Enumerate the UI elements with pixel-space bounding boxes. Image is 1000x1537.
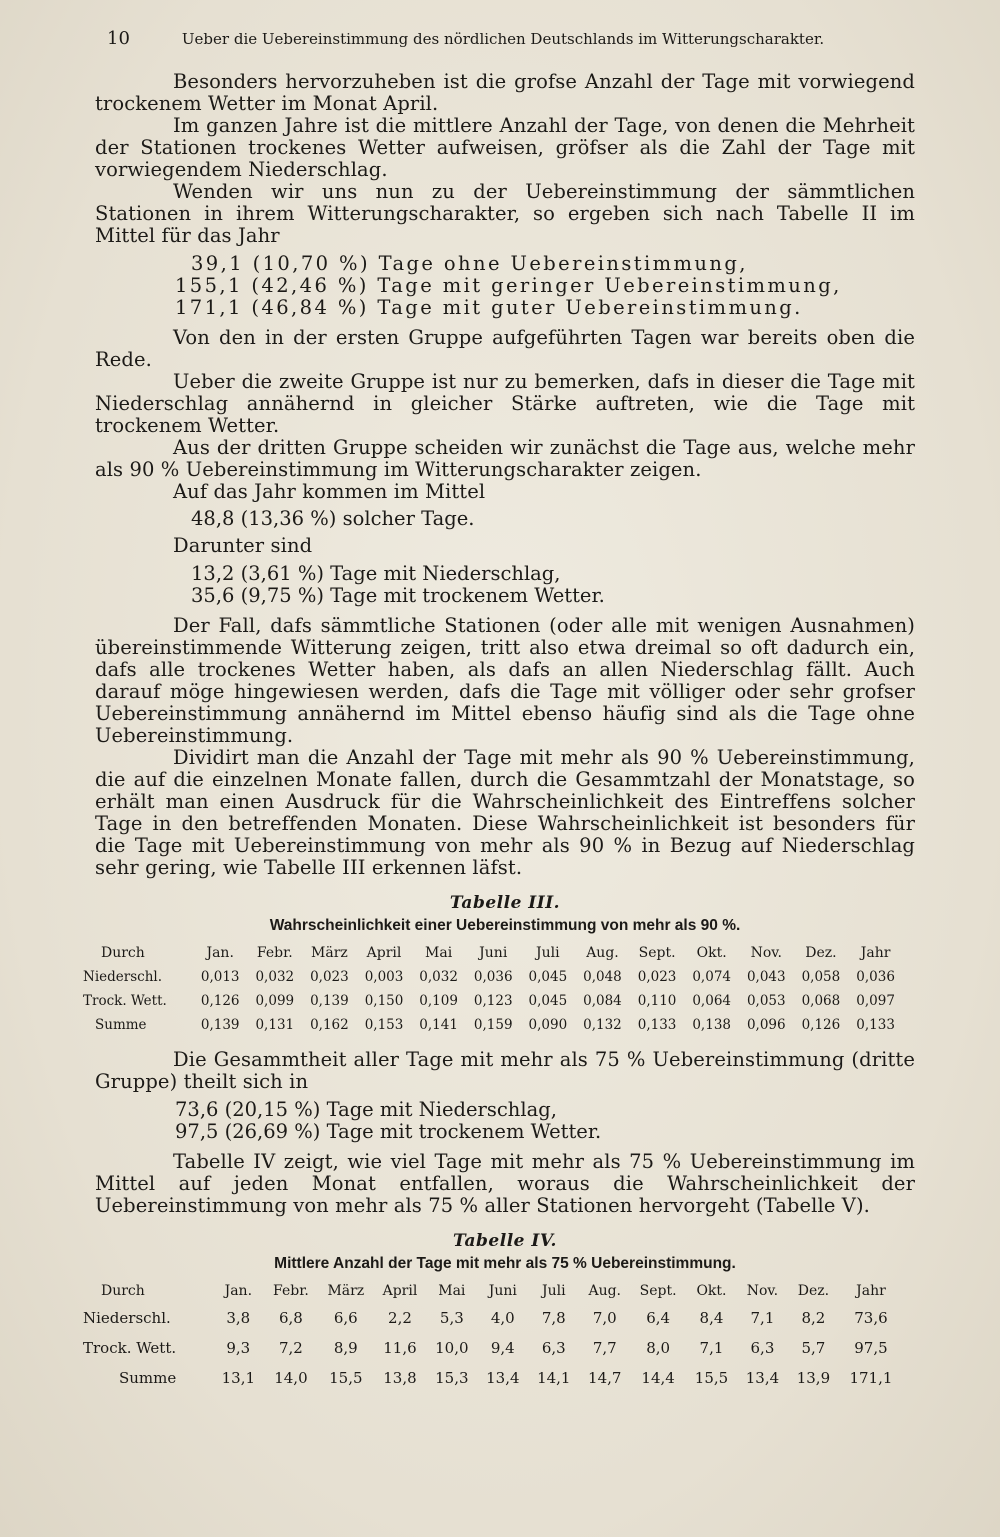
running-header (107, 28, 915, 49)
table-cell: 0,096 (746, 1017, 786, 1033)
list-item: 35,6 (9,75 %) Tage mit trockenem Wetter. (191, 584, 605, 607)
paragraph-5: Ueber die zweite Gruppe ist nur zu bemerken, dafs in dieser die Tage mit Niederschlag annähernd in gleicher Stärke auftreten, wie die Tage mit trockenem Wetter. (95, 370, 915, 437)
list-item: 171,1 (46,84 %) Tage mit guter Uebereinstimmung. (175, 296, 803, 319)
table-header-row (83, 1279, 903, 1303)
table-cell: 0,084 (583, 993, 622, 1009)
table-cell: 0,058 (801, 969, 841, 985)
column-header: Jahr (860, 945, 891, 961)
column-header: Mai (438, 1283, 466, 1299)
table-cell: 0,036 (856, 969, 895, 985)
table-cell: 0,048 (583, 969, 622, 985)
column-header: Juni (488, 1283, 517, 1299)
row-label: Trock. Wett. (83, 1339, 177, 1357)
table-row (83, 965, 903, 989)
paragraph-9: Der Fall, dafs sämmtliche Stationen (oder alle mit wenigen Ausnahmen) übereinstimmende Witterung zeigen, tritt also etwa dreimal so oft dadurch ein, dafs alle trockenes Wetter haben, als dafs an allen Niederschlag fällt. Auch darauf möge hingewiesen werden, dafs die Tage mit völliger oder sehr grofser Uebereinstimmung annähernd im Mittel ebenso häufig sind als die Tage ohne Uebereinstimmung. (95, 614, 915, 747)
table-3 (83, 941, 903, 1037)
table-cell: 0,110 (637, 993, 677, 1009)
column-header: Nov. (746, 1283, 779, 1299)
running-title: Ueber die Uebereinstimmung des nördlichen Deutschlands im Witterungscharakter. (181, 30, 825, 48)
table-cell: 0,053 (746, 993, 786, 1009)
table-cell: 6,3 (750, 1339, 775, 1357)
column-header: Jahr (856, 1283, 886, 1299)
list-item: 155,1 (42,46 %) Tage mit geringer Uebereinstimmung, (175, 274, 842, 297)
table-cell: 9,3 (226, 1339, 251, 1357)
row-label: Niederschl. (83, 969, 162, 985)
table-cell: 13,1 (221, 1369, 256, 1387)
table-cell: 0,013 (200, 969, 240, 985)
column-header: Aug. (588, 1283, 622, 1299)
paragraph-2: Im ganzen Jahre ist die mittlere Anzahl der Tage, von denen die Mehrheit der Stationen trockenes Wetter aufweisen, gröfser als die Zahl der Tage mit vorwiegendem Niederschlag. (95, 114, 915, 181)
paragraph-12: Tabelle IV zeigt, wie viel Tage mit mehr als 75 % Uebereinstimmung im Mittel auf jeden Monat entfallen, woraus die Wahrscheinlichkeit der Uebereinstimmung von mehr als 75 % aller Stationen hervorgeht (Tabelle V). (95, 1150, 915, 1217)
column-header: Dez. (797, 1283, 830, 1299)
table-cell: 7,1 (750, 1309, 775, 1327)
subset-list (95, 563, 915, 607)
table-cell: 6,6 (333, 1309, 358, 1327)
table-4 (83, 1279, 903, 1393)
table-cell: 9,4 (490, 1339, 515, 1357)
table-corner-label: Durch (101, 945, 145, 961)
table-cell: 0,132 (583, 1017, 622, 1033)
column-header: Sept. (639, 1283, 677, 1299)
list-item: 39,1 (10,70 %) Tage ohne Uebereinstimmung, (191, 252, 748, 275)
row-label: Niederschl. (83, 1309, 171, 1327)
paragraph-11: Die Gesammtheit aller Tage mit mehr als 75 % Uebereinstimmung (dritte Gruppe) theilt sich in (95, 1048, 915, 1093)
table-cell: 0,074 (692, 969, 731, 985)
table-cell: 13,8 (383, 1369, 417, 1387)
table-corner-label: Durch (101, 1283, 145, 1299)
column-header: Okt. (696, 945, 727, 961)
table-cell: 0,045 (528, 993, 568, 1009)
table-cell: 0,159 (473, 1017, 513, 1033)
table-row (83, 989, 903, 1013)
table-cell: 0,126 (801, 1017, 841, 1033)
paragraph-10: Dividirt man die Anzahl der Tage mit mehr als 90 % Uebereinstimmung, die auf die einzelnen Monate fallen, durch die Gesammtzahl der Monatstage, so erhält man einen Ausdruck für die Wahrscheinlichkeit des Eintreffens solcher Tage in den betreffenden Monaten. Diese Wahrscheinlichkeit ist besonders für die Tage mit Uebereinstimmung von mehr als 90 % in Bezug auf Niederschlag sehr gering, wie Tabelle III erkennen läfst. (95, 746, 915, 879)
table-3-subtitle: Wahrscheinlichkeit einer Uebereinstimmung von mehr als 90 %. (269, 917, 741, 934)
table-cell: 8,4 (699, 1309, 724, 1327)
table-cell: 14,0 (274, 1369, 308, 1387)
column-header: Jan. (224, 1283, 253, 1299)
table-cell: 0,131 (255, 1017, 295, 1033)
table-cell: 0,023 (310, 969, 349, 985)
table-cell: 7,7 (592, 1339, 617, 1357)
table-cell: 0,153 (364, 1017, 404, 1033)
column-header: Sept. (638, 945, 676, 961)
column-header: Jan. (206, 945, 234, 961)
table-cell: 0,068 (801, 993, 841, 1009)
table-cell: 2,2 (388, 1309, 412, 1327)
table-cell: 3,8 (226, 1309, 251, 1327)
table-cell: 10,0 (435, 1339, 469, 1357)
table-row (83, 1013, 903, 1037)
column-header: April (366, 945, 402, 961)
table-cell: 0,138 (692, 1017, 731, 1033)
table-cell: 0,150 (364, 993, 404, 1009)
page-number: 10 (107, 28, 130, 49)
table-cell: 0,162 (310, 1017, 349, 1033)
table-cell: 4,0 (490, 1309, 515, 1327)
table-cell: 6,3 (541, 1339, 566, 1357)
table-cell: 0,090 (528, 1017, 568, 1033)
list-item: 73,6 (20,15 %) Tage mit Niederschlag, (175, 1098, 557, 1121)
column-header: April (382, 1283, 418, 1299)
list-item: 13,2 (3,61 %) Tage mit Niederschlag, (191, 562, 561, 585)
table-cell: 7,1 (699, 1339, 724, 1357)
table-header-row (83, 941, 903, 965)
column-header: Juli (536, 945, 560, 961)
table-cell: 7,8 (541, 1309, 566, 1327)
table-cell: 0,133 (856, 1017, 895, 1033)
table-cell: 11,6 (383, 1339, 417, 1357)
table-cell: 15,3 (435, 1369, 469, 1387)
table-cell: 0,097 (856, 993, 895, 1009)
table-cell: 0,123 (473, 993, 513, 1009)
table-cell: 7,2 (278, 1339, 303, 1357)
table-cell: 0,133 (637, 1017, 677, 1033)
table-cell: 5,3 (439, 1309, 464, 1327)
table-cell: 0,023 (637, 969, 677, 985)
table-cell: 0,003 (364, 969, 404, 985)
table-cell: 0,032 (255, 969, 295, 985)
table-cell: 7,0 (592, 1309, 617, 1327)
row-label: Summe (119, 1369, 177, 1387)
table-cell: 13,4 (745, 1369, 780, 1387)
table-cell: 0,126 (200, 993, 240, 1009)
table-cell: 0,036 (473, 969, 513, 985)
table-cell: 6,8 (278, 1309, 303, 1327)
table-cell: 13,4 (486, 1369, 520, 1387)
table-row (83, 1333, 903, 1363)
paragraph-7: Auf das Jahr kommen im Mittel (173, 480, 486, 503)
column-header: Juni (479, 945, 508, 961)
table-cell: 0,141 (419, 1017, 458, 1033)
table-cell: 0,139 (310, 993, 349, 1009)
table-cell: 14,4 (641, 1369, 675, 1387)
table-cell: 0,099 (255, 993, 295, 1009)
column-header: März (311, 945, 348, 961)
table-cell: 0,043 (746, 969, 786, 985)
table-row (83, 1363, 903, 1393)
column-header: Mai (425, 945, 453, 961)
list-item: 97,5 (26,69 %) Tage mit trockenem Wetter. (175, 1120, 602, 1143)
table-cell: 171,1 (849, 1369, 893, 1387)
table-cell: 8,9 (333, 1339, 358, 1357)
table-4-subtitle: Mittlere Anzahl der Tage mit mehr als 75 % Uebereinstimmung. (274, 1255, 736, 1272)
paragraph-4: Von den in der ersten Gruppe aufgeführten Tagen war bereits oben die Rede. (95, 326, 915, 371)
row-label: Summe (95, 1017, 147, 1033)
paragraph-3: Wenden wir uns nun zu der Uebereinstimmung der sämmtlichen Stationen in ihrem Witterungscharakter, so ergeben sich nach Tabelle II im Mittel für das Jahr (95, 180, 915, 247)
table-cell: 13,9 (796, 1369, 831, 1387)
table-cell: 0,064 (692, 993, 731, 1009)
column-header: Aug. (586, 945, 619, 961)
column-header: März (327, 1283, 365, 1299)
yearly-mean-line: 48,8 (13,36 %) solcher Tage. (191, 507, 475, 530)
column-header: Juli (541, 1283, 566, 1299)
table-row (83, 1303, 903, 1333)
table-cell: 14,7 (588, 1369, 622, 1387)
paragraph-6: Aus der dritten Gruppe scheiden wir zunächst die Tage aus, welche mehr als 90 % Uebereinstimmung im Witterungscharakter zeigen. (95, 436, 915, 481)
table-cell: 8,0 (646, 1339, 671, 1357)
column-header: Okt. (696, 1283, 727, 1299)
table-cell: 6,4 (646, 1309, 671, 1327)
page-content (83, 28, 915, 1405)
table-cell: 0,139 (200, 1017, 240, 1033)
table-cell: 73,6 (854, 1309, 888, 1327)
table-4-title: Tabelle IV. (453, 1231, 557, 1251)
table-cell: 0,032 (419, 969, 458, 985)
paragraph-8: Darunter sind (173, 534, 313, 557)
table-cell: 14,1 (537, 1369, 571, 1387)
table-cell: 15,5 (329, 1369, 363, 1387)
column-header: Nov. (750, 945, 782, 961)
table-3-title: Tabelle III. (449, 893, 561, 913)
row-label: Trock. Wett. (83, 993, 167, 1009)
column-header: Febr. (256, 945, 293, 961)
agreement-groups-list (95, 253, 915, 319)
column-header: Febr. (273, 1283, 309, 1299)
table-cell: 5,7 (801, 1339, 826, 1357)
paragraph-1: Besonders hervorzuheben ist die grofse Anzahl der Tage mit vorwiegend trockenem Wetter im Monat April. (95, 70, 915, 115)
table-cell: 15,5 (694, 1369, 729, 1387)
third-group-list (95, 1099, 915, 1143)
table-cell: 8,2 (801, 1309, 826, 1327)
table-cell: 0,109 (419, 993, 458, 1009)
table-cell: 97,5 (854, 1339, 888, 1357)
column-header: Dez. (805, 945, 837, 961)
table-cell: 0,045 (528, 969, 568, 985)
